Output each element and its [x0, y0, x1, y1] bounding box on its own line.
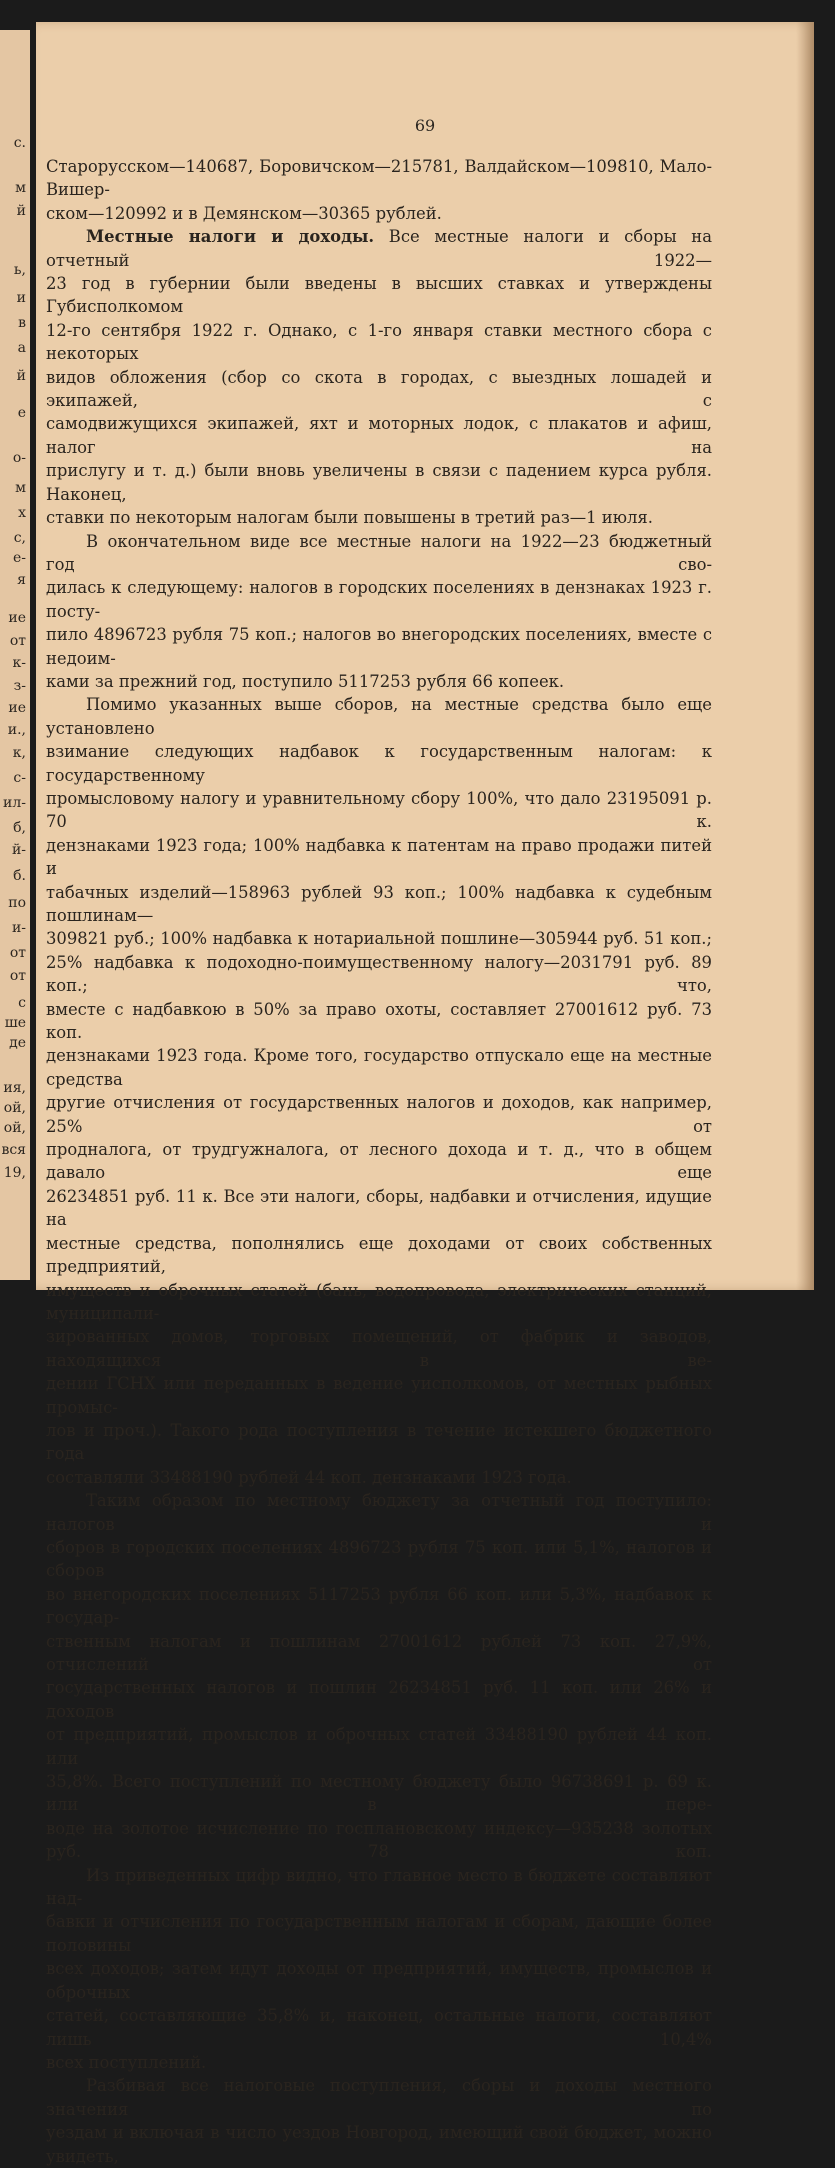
- paragraph-4-line: зированных домов, торговых помещений, от фабрик и заводов, находящихся в ве-: [46, 1327, 712, 1370]
- left-margin-fragment: ой,: [3, 1100, 26, 1116]
- paragraph-2-line: 12-го сентября 1922 г. Однако, с 1-го января ставки местного сбора с некоторых: [46, 320, 712, 364]
- left-margin-fragment: б.: [13, 868, 26, 884]
- paragraph-2-first-line-rest: Все местные налоги и сборы на отчетный 1922—: [46, 227, 712, 270]
- paragraph-4-line: табачных изделий—158963 рублей 93 коп.; 100% надбавка к судебным пошлинам—: [46, 882, 712, 925]
- left-margin-fragment: х: [18, 505, 26, 521]
- left-margin-fragment: е-: [12, 550, 26, 566]
- left-margin-fragment: з-: [13, 678, 26, 694]
- paragraph-4-line: 25% надбавка к подоходно-поимущественному налогу—2031791 руб. 89 коп.; что,: [46, 952, 712, 996]
- paragraph-5-line: государственных налогов и пошлин 26234851 руб. 11 коп. или 26% и доходов: [46, 1678, 712, 1721]
- left-margin-fragment: к-: [12, 655, 26, 671]
- paragraph-5-line: во внегородских поселениях 5117253 рубля 66 коп. или 5,3%, надбавок к государ-: [46, 1584, 712, 1628]
- paragraph-2-line: видов обложения (сбор со скота в городах, с выездных лошадей и экипажей, с: [46, 367, 712, 411]
- paragraph-4-line: промысловому налогу и уравнительному сбору 100%, что дало 23195091 р. 70 к.: [46, 788, 712, 832]
- paragraph-6-line: всех поступлений.: [46, 2052, 207, 2072]
- paragraph-5-line: воде на золотое исчисление по госплановскому индексу—935238 золотых руб. 78 коп.: [46, 1818, 712, 1862]
- paragraph-5-line: 35,8%. Всего поступлений по местному бюджету было 96738691 р. 69 к. или в пере-: [46, 1772, 712, 1815]
- left-margin-fragment: ие: [8, 610, 26, 626]
- paragraph-4-line: дензнаками 1923 года. Кроме того, государство отпускало еще на местные средства: [46, 1046, 712, 1089]
- left-margin-fragment: де: [9, 1035, 26, 1051]
- paragraph-6-line: статей, составляющие 35,8% и, наконец, остальные налоги, составляют лишь 10,4%: [46, 2006, 712, 2049]
- paragraph-5-line: Таким образом по местному бюджету за отчетный год поступило: налогов и: [46, 1491, 712, 1534]
- paragraph-4-line: лов и проч.). Такого рода поступления в течение истекшего бюджетного года: [46, 1420, 712, 1464]
- left-margin-fragment: от: [9, 945, 26, 961]
- left-margin-fragment: м: [15, 180, 26, 196]
- book-page: [36, 22, 814, 2166]
- left-margin-fragment: с.: [13, 135, 26, 151]
- left-margin-fragment: 19,: [3, 1165, 26, 1181]
- left-margin-fragment: от: [9, 968, 26, 984]
- paragraph-4-line: 309821 руб.; 100% надбавка к нотариальной пошлине—305944 руб. 51 коп.;: [46, 929, 712, 949]
- paragraph-4-line: дензнаками 1923 года; 100% надбавка к патентам на право продажи питей и: [46, 835, 712, 879]
- left-margin-fragment: и-: [11, 920, 26, 936]
- paragraph-4-line: имуществ и оброчных статей (бань, водопровода, электрических станций, муниципали-: [46, 1280, 712, 1323]
- left-margin-fragment: с,: [13, 530, 26, 546]
- left-margin-fragment: й: [16, 368, 26, 384]
- left-margin-fragment: к,: [12, 745, 26, 761]
- section-heading: Местные налоги и доходы.: [86, 227, 375, 247]
- paragraph-1-line: Старорусском—140687, Боровичском—215781, Валдайском—109810, Мало-Вишер-: [46, 157, 712, 200]
- left-margin-fragment: м: [15, 480, 26, 496]
- paragraph-2-first-line: [46, 225, 712, 272]
- paragraph-3-line: ками за прежний год, поступило 5117253 рубля 66 копеек.: [46, 671, 565, 691]
- paragraph-4-line: местные средства, пополнялись еще доходами от своих собственных предприятий,: [46, 1233, 712, 1277]
- left-margin-fragment: б,: [13, 820, 26, 836]
- paragraph-5-line: от предприятий, промыслов и оброчных статей 33488190 рублей 44 коп. или: [46, 1725, 712, 1768]
- left-margin-fragment: ь,: [13, 262, 26, 278]
- left-margin-fragment: я: [17, 572, 26, 588]
- paragraph-4-line: составляли 33488190 рублей 44 коп. дензнаками 1923 года.: [46, 1467, 572, 1487]
- left-margin-fragment: с-: [13, 770, 26, 786]
- paragraph-2-line: самодвижущихся экипажей, яхт и моторных лодок, с плакатов и афиш, налог на: [46, 414, 712, 457]
- left-margin-fragment: и.,: [7, 722, 26, 738]
- left-margin-fragment: й-: [11, 842, 26, 858]
- paragraph-5-line: сборов в городских поселениях 4896723 рубля 75 коп. или 5,1%, налогов и сборов: [46, 1537, 712, 1581]
- paragraph-4-line: Помимо указанных выше сборов, на местные средства было еще установлено: [46, 695, 712, 738]
- page-number: 69: [414, 116, 436, 135]
- left-margin-fragment: а: [17, 340, 26, 356]
- page-edge-shadow: [796, 22, 814, 1290]
- paragraph-2-line: ставки по некоторым налогам были повышены в третий раз—1 июля.: [46, 508, 653, 528]
- left-margin-fragment: с: [18, 995, 26, 1011]
- paragraph-4-line: дении ГСНХ или переданных в ведение уисполкомов, от местных рыбных промыс-: [46, 1374, 712, 1417]
- left-margin-fragment: о-: [12, 450, 26, 466]
- paragraph-6-line: Из приведенных цифр видно, что главное место в бюджете составляют над-: [46, 1865, 712, 1909]
- paragraph-5-line: ственным налогам и пошлинам 27001612 рублей 73 коп. 27,9%, отчислений от: [46, 1631, 712, 1674]
- left-margin-fragment: вся: [1, 1142, 26, 1158]
- left-margin-fragment: ше: [4, 1015, 26, 1031]
- page-body: [46, 155, 712, 2168]
- left-margin-fragment: ил-: [3, 795, 26, 811]
- left-margin-fragment: от: [9, 633, 26, 649]
- paragraph-6-line: всех доходов; затем идут доходы от предприятий, имуществ, промыслов и оброчных: [46, 1959, 712, 2002]
- paragraph-6-line: бавки и отчисления по государственным налогам и сборам, дающие более половины: [46, 1912, 712, 1955]
- paragraph-3-line: пило 4896723 рубля 75 коп.; налогов во внегородских поселениях, вместе с недоим-: [46, 625, 712, 668]
- paragraph-2-line: прислугу и т. д.) были вновь увеличены в связи с падением курса рубля. Наконец,: [46, 461, 712, 504]
- left-margin-fragment: е: [17, 405, 26, 421]
- paragraph-4-line: вместе с надбавкою в 50% за право охоты, составляет 27001612 руб. 73 коп.: [46, 999, 712, 1043]
- left-margin-fragment: и: [16, 290, 26, 306]
- left-margin-fragment: в: [18, 315, 26, 331]
- left-margin-fragment: й: [16, 203, 26, 219]
- left-margin-fragment: ия,: [3, 1080, 26, 1096]
- paragraph-4-line: продналога, от трудгужналога, от лесного дохода и т. д., что в общем давало еще: [46, 1140, 712, 1183]
- paragraph-4-line: 26234851 руб. 11 к. Все эти налоги, сборы, надбавки и отчисления, идущие на: [46, 1186, 712, 1230]
- left-page-edge: [0, 30, 30, 1280]
- paragraph-2-line: 23 год в губернии были введены в высших ставках и утверждены Губисполкомом: [46, 274, 712, 317]
- paragraph-1-line: ском—120992 и в Демянском—30365 рублей.: [46, 203, 442, 223]
- paragraph-4-line: взимание следующих надбавок к государственным налогам: к государственному: [46, 742, 712, 785]
- left-margin-fragment: ой,: [3, 1120, 26, 1136]
- paragraph-7-line: Разбивая все налоговые поступления, сборы и доходы местного значения по: [46, 2076, 712, 2119]
- paragraph-3-line: В окончательном виде все местные налоги на 1922—23 бюджетный год сво-: [46, 531, 712, 574]
- paragraph-4-line: другие отчисления от государственных налогов и доходов, как например, 25% от: [46, 1093, 712, 1136]
- paragraph-3-line: дилась к следующему: налогов в городских поселениях в дензнаках 1923 г. посту-: [46, 578, 712, 621]
- paragraph-7-line: уездам и включая в число уездов Новгород, имеющий свой бюджет, можно увидеть,: [46, 2123, 712, 2166]
- left-margin-fragment: по: [8, 895, 26, 911]
- left-margin-fragment: ие: [8, 700, 26, 716]
